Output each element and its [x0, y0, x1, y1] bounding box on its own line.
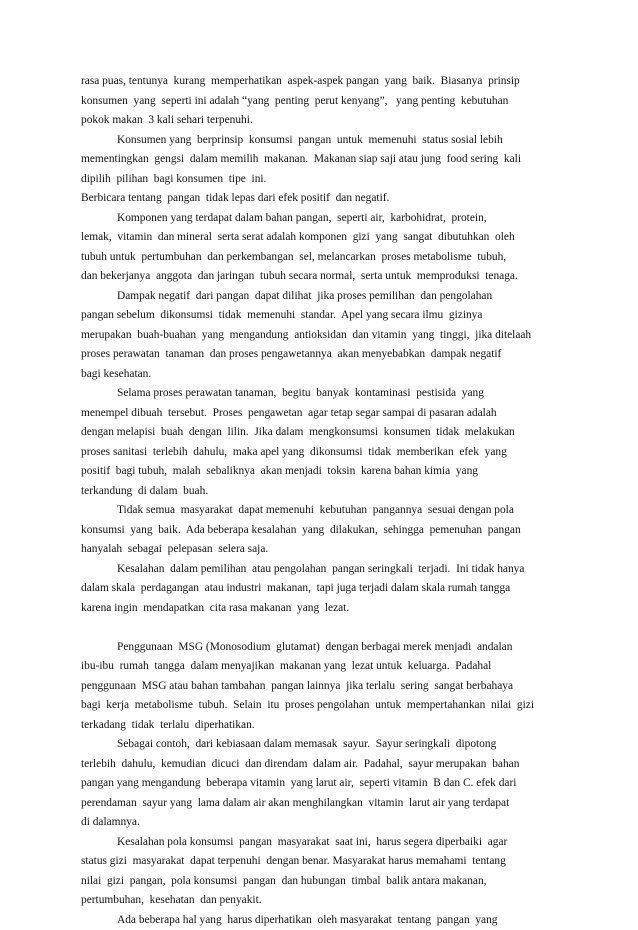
- text-line: nilai gizi pangan, pola konsumsi pangan dan hubungan timbal balik antara makanan,: [81, 872, 563, 892]
- text-line: Selama proses perawatan tanaman, begitu banyak kontaminasi pestisida yang: [81, 384, 563, 404]
- text-line: Penggunaan MSG (Monosodium glutamat) dengan berbagai merek menjadi andalan: [81, 638, 563, 658]
- paragraph-6: [81, 384, 563, 501]
- text-line: Dampak negatif dari pangan dapat dilihat jika proses pemilihan dan pengolahan: [81, 287, 563, 307]
- paragraph-8: [81, 560, 563, 619]
- text-line: dalam skala perdagangan atau industri makanan, tapi juga terjadi dalam skala rumah tangga: [81, 579, 563, 599]
- text-line: karena ingin mendapatkan cita rasa makanan yang lezat.: [81, 599, 563, 619]
- text-line: Kesalahan pola konsumsi pangan masyarakat saat ini, harus segera diperbaiki agar: [81, 833, 563, 853]
- text-line: konsumen yang seperti ini adalah “yang penting perut kenyang”, yang penting kebutuhan: [81, 92, 563, 112]
- paragraph-9: [81, 638, 563, 736]
- text-line: perendaman sayur yang lama dalam air akan menghilangkan vitamin larut air yang terdapat: [81, 794, 563, 814]
- text-line: status gizi masyarakat dapat terpenuhi dengan benar. Masyarakat harus memahami tentang: [81, 852, 563, 872]
- text-line: rasa puas, tentunya kurang memperhatikan aspek-aspek pangan yang baik. Biasanya prinsip: [81, 72, 563, 92]
- text-line: bagi kerja metabolisme tubuh. Selain itu proses pengolahan untuk mempertahankan nilai gizi: [81, 696, 563, 716]
- text-line: di dalamnya.: [81, 813, 563, 833]
- paragraph-5: [81, 287, 563, 385]
- text-line: proses sanitasi terlebih dahulu, maka apel yang dikonsumsi tidak memberikan efek yang: [81, 443, 563, 463]
- text-line: pertumbuhan, kesehatan dan penyakit.: [81, 891, 563, 911]
- document-body: [81, 72, 563, 930]
- text-line: proses perawatan tanaman dan proses pengawetannya akan menyebabkan dampak negatif: [81, 345, 563, 365]
- paragraph-spacer: [81, 618, 563, 638]
- text-line: hanyalah sebagai pelepasan selera saja.: [81, 540, 563, 560]
- paragraph-4: [81, 209, 563, 287]
- paragraph-3: [81, 189, 563, 209]
- text-line: terkandung di dalam buah.: [81, 482, 563, 502]
- paragraph-11: [81, 833, 563, 911]
- text-line: Berbicara tentang pangan tidak lepas dari efek positif dan negatif.: [81, 189, 563, 209]
- text-line: merupakan buah-buahan yang mengandung antioksidan dan vitamin yang tinggi, jika ditelaah: [81, 326, 563, 346]
- text-line: Komponen yang terdapat dalam bahan pangan, seperti air, karbohidrat, protein,: [81, 209, 563, 229]
- text-line: mementingkan gengsi dalam memilih makanan. Makanan siap saji atau jung food sering kali: [81, 150, 563, 170]
- text-line: Ada beberapa hal yang harus diperhatikan oleh masyarakat tentang pangan yang: [81, 911, 563, 930]
- text-line: ibu-ibu rumah tangga dalam menyajikan makanan yang lezat untuk keluarga. Padahal: [81, 657, 563, 677]
- text-line: tubuh untuk pertumbuhan dan perkembangan sel, melancarkan proses metabolisme tubuh,: [81, 248, 563, 268]
- text-line: konsumsi yang baik. Ada beberapa kesalahan yang dilakukan, sehingga pemenuhan pangan: [81, 521, 563, 541]
- text-line: pangan sebelum dikonsumsi tidak memenuhi standar. Apel yang secara ilmu gizinya: [81, 306, 563, 326]
- text-line: Tidak semua masyarakat dapat memenuhi kebutuhan pangannya sesuai dengan pola: [81, 501, 563, 521]
- text-line: bagi kesehatan.: [81, 365, 563, 385]
- paragraph-7: [81, 501, 563, 560]
- text-line: lemak, vitamin dan mineral serta serat adalah komponen gizi yang sangat dibutuhkan oleh: [81, 228, 563, 248]
- text-line: dipilih pilihan bagi konsumen tipe ini.: [81, 170, 563, 190]
- text-line: menempel dibuah tersebut. Proses pengawetan agar tetap segar sampai di pasaran adalah: [81, 404, 563, 424]
- text-line: pokok makan 3 kali sehari terpenuhi.: [81, 111, 563, 131]
- text-line: positif bagi tubuh, malah sebaliknya akan menjadi toksin karena bahan kimia yang: [81, 462, 563, 482]
- text-line: Kesalahan dalam pemilihan atau pengolahan pangan seringkali terjadi. Ini tidak hanya: [81, 560, 563, 580]
- text-line: pangan yang mengandung beberapa vitamin yang larut air, seperti vitamin B dan C. efek dari: [81, 774, 563, 794]
- text-line: dan bekerjanya anggota dan jaringan tubuh secara normal, serta untuk memproduksi tenaga.: [81, 267, 563, 287]
- text-line: Sebagai contoh, dari kebiasaan dalam memasak sayur. Sayur seringkali dipotong: [81, 735, 563, 755]
- text-line: penggunaan MSG atau bahan tambahan pangan lainnya jika terlalu sering sangat berbahaya: [81, 677, 563, 697]
- paragraph-2: [81, 131, 563, 190]
- text-line: dengan melapisi buah dengan lilin. Jika dalam mengkonsumsi konsumen tidak melakukan: [81, 423, 563, 443]
- text-line: Konsumen yang berprinsip konsumsi pangan untuk memenuhi status sosial lebih: [81, 131, 563, 151]
- paragraph-1: [81, 72, 563, 131]
- text-line: terlebih dahulu, kemudian dicuci dan direndam dalam air. Padahal, sayur merupakan bahan: [81, 755, 563, 775]
- paragraph-10: [81, 735, 563, 833]
- paragraph-12: [81, 911, 563, 930]
- text-line: terkadang tidak terlalu diperhatikan.: [81, 716, 563, 736]
